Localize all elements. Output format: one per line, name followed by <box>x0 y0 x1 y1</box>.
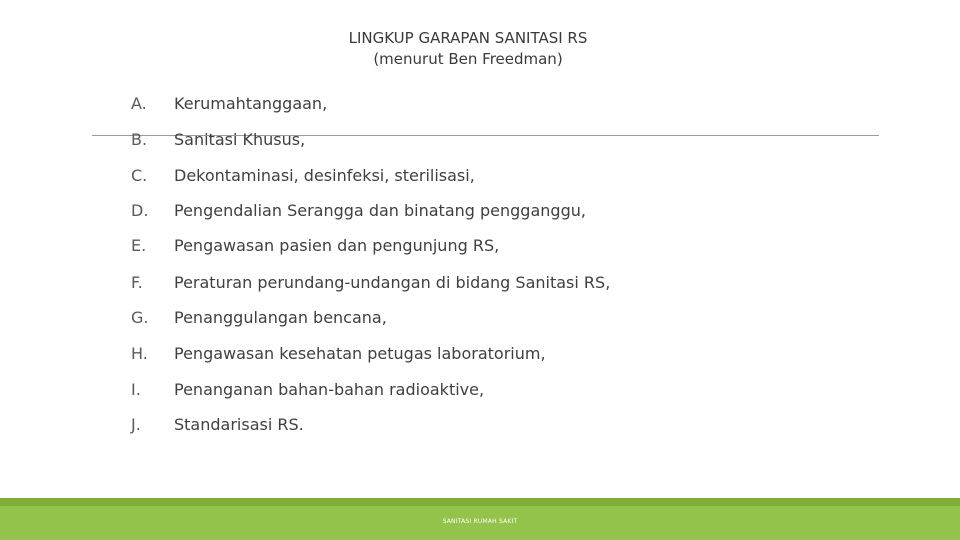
list-item-letter: H. <box>131 344 148 363</box>
list-item-text: Sanitasi Khusus, <box>174 130 306 149</box>
list-item-letter: B. <box>131 130 148 149</box>
list-item-text: Dekontaminasi, desinfeksi, sterilisasi, <box>174 166 475 185</box>
footer-accent-strip <box>0 498 960 506</box>
list-item-letter: J. <box>131 415 141 434</box>
list-item-text: Kerumahtanggaan, <box>174 94 328 113</box>
list-item-text: Penanggulangan bencana, <box>174 308 387 327</box>
list-item-text: Penanganan bahan-bahan radioaktive, <box>174 380 485 399</box>
list-item-letter: D. <box>131 201 149 220</box>
list-item-text: Pengawasan kesehatan petugas laboratorium, <box>174 344 546 363</box>
list-item-letter: E. <box>131 236 147 255</box>
slide-subtitle: (menurut Ben Freedman) <box>373 50 563 68</box>
footer-bar <box>0 498 960 540</box>
list-item-text: Pengendalian Serangga dan binatang pengganggu, <box>174 201 586 220</box>
list-item-text: Peraturan perundang-undangan di bidang Sanitasi RS, <box>174 273 611 292</box>
list-item-letter: A. <box>131 94 147 113</box>
list-item-text: Pengawasan pasien dan pengunjung RS, <box>174 236 500 255</box>
list-item-text: Standarisasi RS. <box>174 415 304 434</box>
slide-title: LINGKUP GARAPAN SANITASI RS <box>348 29 588 47</box>
list-item-letter: G. <box>131 308 149 327</box>
footer-label: SANITASI RUMAH SAKIT <box>442 518 518 525</box>
list-item-letter: F. <box>131 273 143 292</box>
list-item-letter: C. <box>131 166 148 185</box>
list-item-letter: I. <box>131 380 141 399</box>
